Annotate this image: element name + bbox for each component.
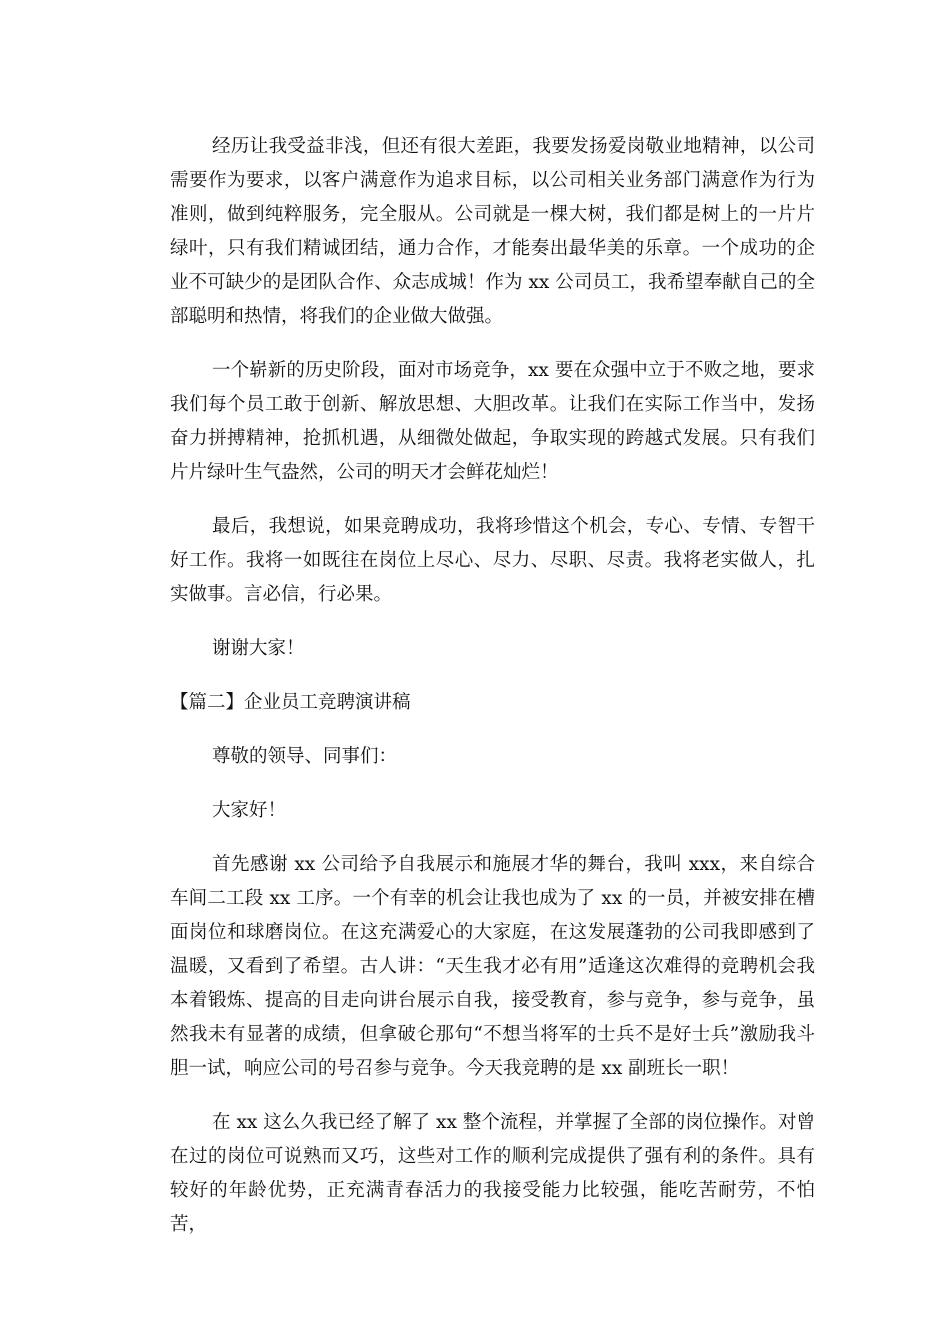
paragraph-experience-skills: 在 xx 这么久我已经了解了 xx 整个流程，并掌握了全部的岗位操作。对曾在过的岗位可说熟而又巧，这些对工作的顺利完成提供了强有利的条件。具有较好的年龄优势，正充满青春活力的我接受能力比较强，能吃苦耐劳，不怕苦， bbox=[170, 1112, 815, 1235]
paragraph-thanks: 谢谢大家！ bbox=[212, 638, 305, 659]
paragraph-salutation: 尊敬的领导、同事们： bbox=[212, 746, 398, 767]
paragraph-experience: 经历让我受益非浅，但还有很大差距，我要发扬爱岗敬业地精神，以公司需要作为要求，以客户满意作为追求目标，以公司相关业务部门满意作为行为准则，做到纯粹服务，完全服从。公司就是一棵大树，我们都是树上的一片片绿叶，只有我们精诚团结，通力合作，才能奏出最华美的乐章。一个成功的企业不可缺少的是团队合作、众志成城！作为 xx 公司员工，我希望奉献自己的全部聪明和热情，将我们的企业做大做强。 bbox=[170, 136, 815, 327]
paragraph-new-stage: 一个崭新的历史阶段，面对市场竞争，xx 要在众强中立于不败之地，要求我们每个员工敢于创新、解放思想、大胆改革。让我们在实际工作当中，发扬奋力拼搏精神，抢抓机遇，从细微处做起，争取实现的跨越式发展。只有我们片片绿叶生气盎然，公司的明天才会鲜花灿烂！ bbox=[170, 360, 815, 483]
document-body bbox=[170, 130, 815, 1262]
section-heading: 【篇二】企业员工竞聘演讲稿 bbox=[170, 692, 411, 713]
paragraph-introduction: 首先感谢 xx 公司给予自我展示和施展才华的舞台，我叫 xxx，来自综合车间二工段 xx 工序。一个有幸的机会让我也成为了 xx 的一员，并被安排在槽面岗位和球磨岗位。在这充满爱心的大家庭，在这发展蓬勃的公司我即感到了温暖，又看到了希望。古人讲：“天生我才必有用”适逢这次难得的竞聘机会我本着锻炼、提高的目走向讲台展示自我，接受教育，参与竞争，参与竞争，虽然我未有显著的成绩，但拿破仑那句“不想当将军的士兵不是好士兵”激励我斗胆一试，响应公司的号召参与竞争。今天我竞聘的是 xx 副班长一职！ bbox=[170, 854, 815, 1079]
paragraph-greeting: 大家好！ bbox=[212, 800, 287, 821]
paragraph-closing: 最后，我想说，如果竞聘成功，我将珍惜这个机会，专心、专情、专智干好工作。我将一如既往在岗位上尽心、尽力、尽职、尽责。我将老实做人，扎实做事。言必信，行必果。 bbox=[170, 516, 815, 605]
